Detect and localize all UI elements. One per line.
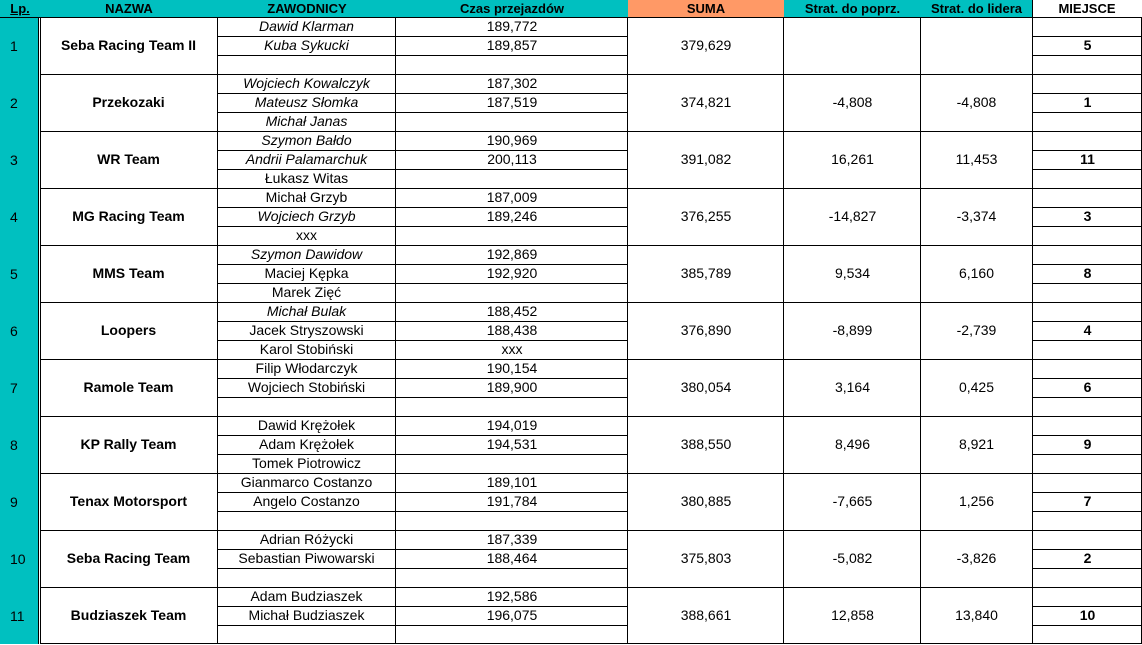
- place-border: [1033, 302, 1141, 303]
- strat-poprz-value[interactable]: -4,808: [832, 94, 873, 110]
- place-border: [1033, 264, 1141, 265]
- strat-lidera-value[interactable]: -3,826: [956, 550, 997, 566]
- team-name[interactable]: Loopers: [100, 322, 157, 338]
- strat-poprz-value[interactable]: 8,496: [834, 436, 871, 452]
- place-border: [1033, 226, 1141, 227]
- ride-time[interactable]: [396, 112, 628, 131]
- ride-time[interactable]: 189,101: [486, 474, 538, 490]
- place-border: [1033, 549, 1141, 550]
- rider-name[interactable]: Karol Stobiński: [259, 341, 354, 357]
- lp-number: 3: [10, 151, 18, 168]
- rider-name[interactable]: Jacek Stryszowski: [249, 322, 364, 338]
- sub-border: [218, 321, 628, 322]
- strat-lidera-value[interactable]: -3,374: [956, 208, 997, 224]
- sub-border: [218, 207, 628, 208]
- rider-name[interactable]: Michał Grzyb: [265, 189, 348, 205]
- lp-number: 7: [10, 379, 18, 396]
- rider-name[interactable]: Andrii Palamarchuk: [245, 151, 368, 167]
- place-border: [1033, 74, 1141, 75]
- rider-name[interactable]: Adrian Różycki: [259, 531, 354, 547]
- rider-name[interactable]: Maciej Kępka: [264, 265, 349, 281]
- strat-lidera-value[interactable]: 11,453: [955, 151, 998, 167]
- header-czas[interactable]: Czas przejazdów: [396, 0, 628, 17]
- lp-number: 4: [10, 208, 18, 225]
- header-suma[interactable]: SUMA: [628, 0, 784, 17]
- ride-time[interactable]: 200,113: [487, 151, 537, 167]
- strat-poprz-value[interactable]: -7,665: [832, 493, 873, 509]
- suma-value[interactable]: 376,255: [680, 208, 732, 224]
- miejsce-value[interactable]: 9: [1083, 436, 1092, 452]
- miejsce-value[interactable]: 8: [1083, 265, 1092, 281]
- strat-poprz-value[interactable]: 3,164: [834, 379, 871, 395]
- place-border: [1033, 492, 1141, 493]
- place-border: [1033, 397, 1141, 398]
- team-name[interactable]: MMS Team: [92, 265, 165, 281]
- ride-time[interactable]: 188,438: [486, 322, 538, 338]
- rider-name[interactable]: Michał Bulak: [266, 303, 347, 319]
- suma-value[interactable]: 380,885: [680, 493, 732, 509]
- ride-time[interactable]: 189,772: [486, 18, 538, 34]
- miejsce-value[interactable]: 4: [1083, 322, 1092, 338]
- sub-border: [218, 112, 628, 113]
- ride-time[interactable]: 187,519: [486, 94, 538, 110]
- sub-border: [218, 378, 628, 379]
- suma-value[interactable]: 376,890: [680, 322, 732, 338]
- strat-lidera-value[interactable]: 1,256: [958, 493, 995, 509]
- ride-time[interactable]: [396, 454, 628, 473]
- rider-name[interactable]: Wojciech Kowalczyk: [243, 75, 370, 91]
- suma-value[interactable]: 379,629: [680, 37, 732, 53]
- place-border: [1033, 530, 1141, 531]
- suma-value[interactable]: 385,789: [680, 265, 732, 281]
- miejsce-value[interactable]: 7: [1083, 493, 1092, 509]
- miejsce-value[interactable]: 5: [1083, 37, 1092, 53]
- block-border: [40, 473, 1032, 474]
- lp-number: 1: [10, 37, 18, 54]
- ride-time[interactable]: [396, 568, 628, 587]
- miejsce-value[interactable]: 6: [1083, 379, 1092, 395]
- place-border: [1033, 454, 1141, 455]
- ride-time[interactable]: [396, 397, 628, 416]
- strat-lidera-value[interactable]: 0,425: [958, 379, 995, 395]
- place-border: [1033, 112, 1141, 113]
- rider-name[interactable]: Dawid Krężołek: [257, 417, 356, 433]
- place-border: [1033, 435, 1141, 436]
- miejsce-value[interactable]: 3: [1083, 208, 1092, 224]
- team-name[interactable]: Tenax Motorsport: [69, 493, 188, 509]
- place-border: [1033, 245, 1141, 246]
- header-strat-lidera[interactable]: Strat. do lidera: [921, 0, 1032, 17]
- lp-cell[interactable]: [0, 131, 39, 188]
- sub-border: [218, 283, 628, 284]
- ride-time[interactable]: 187,302: [486, 75, 538, 91]
- rider-name[interactable]: Adam Budziaszek: [250, 588, 363, 604]
- lp-cell[interactable]: [0, 74, 39, 131]
- lp-cell[interactable]: [0, 245, 39, 302]
- ride-time[interactable]: 187,009: [486, 189, 538, 205]
- lp-cell[interactable]: [0, 17, 39, 74]
- lp-number: 2: [10, 94, 18, 111]
- rider-name[interactable]: Sebastian Piwowarski: [238, 550, 375, 566]
- rider-name[interactable]: xxx: [296, 227, 317, 243]
- sub-border: [218, 511, 628, 512]
- ride-time[interactable]: 187,339: [486, 531, 538, 547]
- rider-name[interactable]: [218, 511, 395, 530]
- miejsce-value[interactable]: 2: [1083, 550, 1092, 566]
- ride-time[interactable]: 194,531: [486, 436, 538, 452]
- place-border: [1033, 93, 1141, 94]
- ride-time[interactable]: 189,246: [486, 208, 538, 224]
- rider-name[interactable]: Filip Włodarczyk: [255, 360, 358, 376]
- ride-time[interactable]: [396, 169, 628, 188]
- sub-border: [218, 397, 628, 398]
- strat-lidera-value[interactable]: -4,808: [956, 94, 997, 110]
- bottom-border: [40, 643, 1142, 644]
- header-border: [0, 17, 1142, 18]
- place-border: [1033, 416, 1141, 417]
- place-border: [1033, 188, 1141, 189]
- place-border: [1033, 55, 1141, 56]
- sub-border: [218, 169, 628, 170]
- block-border: [40, 359, 1032, 360]
- team-name[interactable]: KP Rally Team: [80, 436, 177, 452]
- ride-time[interactable]: 190,154: [486, 360, 538, 376]
- place-border: [1033, 207, 1141, 208]
- place-border: [1033, 36, 1141, 37]
- ride-time[interactable]: [396, 226, 628, 245]
- rider-name[interactable]: [218, 625, 395, 644]
- place-border: [1033, 511, 1141, 512]
- team-name[interactable]: WR Team: [97, 151, 160, 167]
- place-border: [1033, 606, 1141, 607]
- lp-number: 10: [10, 550, 26, 567]
- strat-poprz-value[interactable]: 16,261: [831, 151, 874, 167]
- ride-time[interactable]: 192,586: [486, 588, 538, 604]
- ride-time[interactable]: [396, 55, 628, 74]
- strat-poprz-value[interactable]: 12,858: [831, 607, 874, 623]
- sub-border: [218, 435, 628, 436]
- sub-border: [218, 264, 628, 265]
- strat-poprz-value[interactable]: -14,827: [828, 208, 877, 224]
- rider-name[interactable]: Łukasz Witas: [264, 170, 349, 186]
- sub-border: [218, 606, 628, 607]
- column-border: [395, 17, 396, 644]
- sub-border: [218, 226, 628, 227]
- ride-time[interactable]: 192,920: [486, 265, 538, 281]
- column-border: [1032, 0, 1033, 644]
- lp-cell[interactable]: [0, 587, 39, 644]
- column-border: [920, 17, 921, 644]
- sub-border: [218, 625, 628, 626]
- sub-border: [218, 55, 628, 56]
- rider-name[interactable]: Szymon Bałdo: [261, 132, 352, 148]
- lp-cell[interactable]: [0, 188, 39, 245]
- ride-time[interactable]: 188,464: [486, 550, 538, 566]
- block-border: [40, 131, 1032, 132]
- place-border: [1033, 150, 1141, 151]
- strat-lidera-value[interactable]: 13,840: [955, 607, 998, 623]
- block-border: [40, 530, 1032, 531]
- team-name[interactable]: Przekozaki: [92, 94, 165, 110]
- block-border: [40, 302, 1032, 303]
- rider-name[interactable]: [218, 397, 395, 416]
- suma-value[interactable]: 388,661: [680, 607, 732, 623]
- place-border: [1033, 473, 1141, 474]
- ride-time[interactable]: 190,969: [486, 132, 538, 148]
- rider-name[interactable]: Mateusz Słomka: [254, 94, 359, 110]
- place-border: [1033, 568, 1141, 569]
- strat-poprz-value[interactable]: [784, 36, 921, 55]
- team-name[interactable]: Seba Racing Team: [66, 550, 191, 566]
- miejsce-value[interactable]: 1: [1083, 94, 1092, 110]
- team-name[interactable]: Budziaszek Team: [70, 607, 187, 623]
- suma-value[interactable]: 375,803: [680, 550, 732, 566]
- column-border: [40, 17, 41, 644]
- rider-name[interactable]: Tomek Piotrowicz: [252, 455, 361, 471]
- lp-cell[interactable]: [0, 473, 39, 530]
- strat-lidera-value[interactable]: [921, 36, 1032, 55]
- place-border: [1033, 378, 1141, 379]
- miejsce-value[interactable]: 11: [1080, 151, 1095, 167]
- block-border: [40, 416, 1032, 417]
- place-border: [1033, 625, 1141, 626]
- strat-poprz-value[interactable]: -5,082: [832, 550, 873, 566]
- rider-name[interactable]: Kuba Sykucki: [264, 37, 349, 53]
- sub-border: [218, 340, 628, 341]
- place-border: [1033, 359, 1141, 360]
- rider-name[interactable]: [218, 55, 395, 74]
- place-border: [1033, 283, 1141, 284]
- ride-time[interactable]: 189,900: [486, 379, 538, 395]
- strat-lidera-value[interactable]: 6,160: [958, 265, 995, 281]
- block-border: [40, 245, 1032, 246]
- ride-time[interactable]: 191,784: [486, 493, 538, 509]
- header-miejsce[interactable]: MIEJSCE: [1032, 0, 1142, 17]
- sub-border: [218, 36, 628, 37]
- lp-cell[interactable]: [0, 416, 39, 473]
- sub-border: [218, 549, 628, 550]
- header-strat-poprz[interactable]: Strat. do poprz.: [784, 0, 921, 17]
- rider-name[interactable]: Michał Budziaszek: [248, 607, 365, 623]
- block-border: [40, 188, 1032, 189]
- ride-time[interactable]: xxx: [501, 341, 523, 357]
- ride-time[interactable]: [396, 625, 628, 644]
- strat-lidera-value[interactable]: -2,739: [956, 322, 997, 338]
- rider-name[interactable]: Wojciech Grzyb: [257, 208, 356, 224]
- lp-cell[interactable]: [0, 359, 39, 416]
- suma-value[interactable]: 380,054: [680, 379, 732, 395]
- sub-border: [218, 492, 628, 493]
- miejsce-value[interactable]: 10: [1079, 607, 1096, 623]
- strat-poprz-value[interactable]: -8,899: [832, 322, 873, 338]
- rider-name[interactable]: Wojciech Stobiński: [247, 379, 366, 395]
- rider-name[interactable]: Angelo Costanzo: [253, 493, 360, 509]
- ride-time[interactable]: 194,019: [486, 417, 538, 433]
- column-border: [783, 17, 784, 644]
- sub-border: [218, 454, 628, 455]
- place-border: [1033, 321, 1141, 322]
- lp-number: 9: [10, 493, 18, 510]
- place-border: [1033, 587, 1141, 588]
- ride-time[interactable]: 196,075: [486, 607, 538, 623]
- strat-poprz-value[interactable]: 9,534: [834, 265, 871, 281]
- rider-name[interactable]: Michał Janas: [265, 113, 348, 129]
- sub-border: [218, 150, 628, 151]
- suma-value[interactable]: 391,082: [680, 151, 732, 167]
- team-name[interactable]: Seba Racing Team II: [60, 37, 197, 53]
- place-border: [1033, 131, 1141, 132]
- rider-name[interactable]: Dawid Klarman: [259, 18, 354, 34]
- suma-value[interactable]: 374,821: [680, 94, 732, 110]
- ride-time[interactable]: [396, 283, 628, 302]
- place-border: [1033, 169, 1141, 170]
- block-border: [40, 587, 1032, 588]
- ride-time[interactable]: 192,869: [486, 246, 538, 262]
- strat-lidera-value[interactable]: 8,921: [958, 436, 995, 452]
- ride-time[interactable]: 189,857: [486, 37, 538, 53]
- ride-time[interactable]: [396, 511, 628, 530]
- header-zawodnicy[interactable]: ZAWODNICY: [218, 0, 396, 17]
- lp-number: 5: [10, 265, 18, 282]
- lp-cell[interactable]: [0, 530, 39, 587]
- lp-number: 6: [10, 322, 18, 339]
- block-border: [40, 74, 1032, 75]
- team-name[interactable]: Ramole Team: [83, 379, 174, 395]
- rider-name[interactable]: Gianmarco Costanzo: [240, 474, 373, 490]
- column-border: [217, 17, 218, 644]
- rider-name[interactable]: Adam Krężołek: [259, 436, 354, 452]
- rider-name[interactable]: Marek Zięć: [271, 284, 342, 300]
- team-name[interactable]: MG Racing Team: [72, 208, 185, 224]
- lp-number: 11: [10, 607, 25, 624]
- lp-number: 8: [10, 436, 18, 453]
- rider-name[interactable]: Szymon Dawidow: [250, 246, 363, 262]
- lp-cell[interactable]: [0, 302, 39, 359]
- header-nazwa[interactable]: NAZWA: [40, 0, 218, 17]
- ride-time[interactable]: 188,452: [486, 303, 538, 319]
- suma-value[interactable]: 388,550: [680, 436, 732, 452]
- sub-border: [218, 568, 628, 569]
- header-lp[interactable]: Lp.: [0, 0, 40, 17]
- sub-border: [218, 93, 628, 94]
- rider-name[interactable]: [218, 568, 395, 587]
- column-border: [627, 17, 628, 644]
- place-border: [1033, 340, 1141, 341]
